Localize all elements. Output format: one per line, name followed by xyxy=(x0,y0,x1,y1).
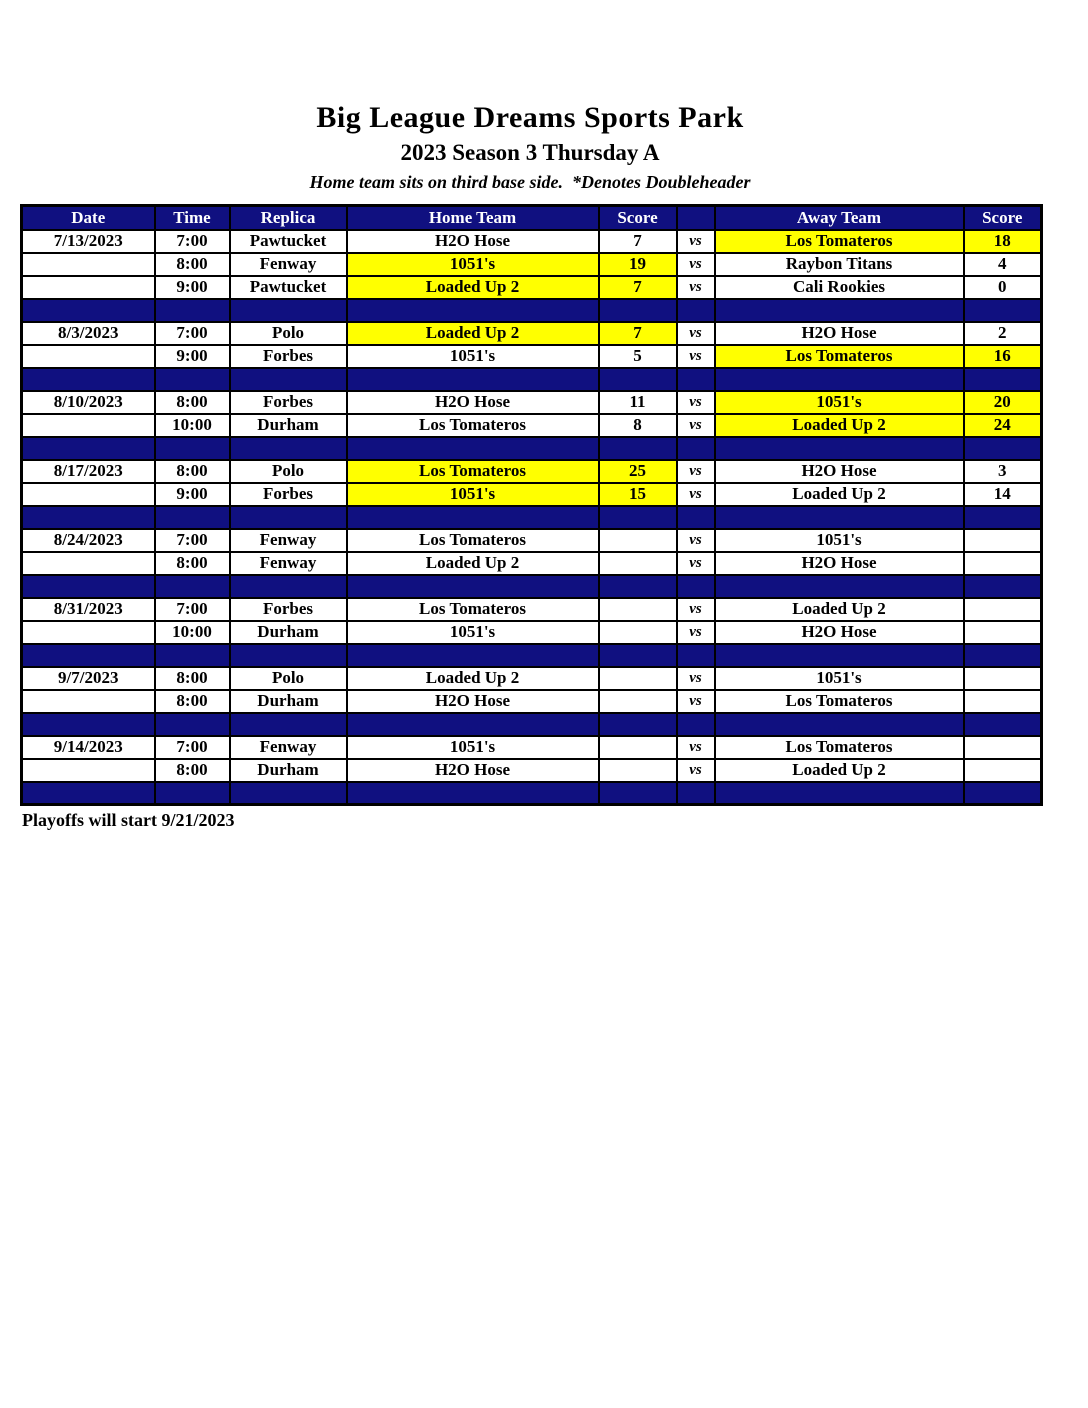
separator-cell xyxy=(599,368,677,391)
replica-cell: Polo xyxy=(230,667,347,690)
home-score-cell xyxy=(599,667,677,690)
game-row xyxy=(22,483,1042,506)
home-team-cell: Los Tomateros xyxy=(347,414,599,437)
separator-cell xyxy=(155,506,230,529)
column-header-replica: Replica xyxy=(230,206,347,230)
game-row xyxy=(22,598,1042,621)
home-score-cell xyxy=(599,529,677,552)
separator-cell xyxy=(599,713,677,736)
game-row xyxy=(22,736,1042,759)
away-score-cell xyxy=(964,690,1042,713)
separator-cell xyxy=(677,506,715,529)
away-team-cell: H2O Hose xyxy=(715,621,964,644)
home-team-cell: 1051's xyxy=(347,253,599,276)
date-cell: 8/31/2023 xyxy=(22,598,155,621)
column-header-away-score: Score xyxy=(964,206,1042,230)
date-cell: 8/17/2023 xyxy=(22,460,155,483)
time-cell: 9:00 xyxy=(155,345,230,368)
column-header-vs xyxy=(677,206,715,230)
time-cell: 7:00 xyxy=(155,736,230,759)
replica-cell: Forbes xyxy=(230,598,347,621)
time-cell: 7:00 xyxy=(155,529,230,552)
separator-cell xyxy=(599,782,677,805)
separator-cell xyxy=(964,713,1042,736)
home-score-cell: 19 xyxy=(599,253,677,276)
away-team-cell: Los Tomateros xyxy=(715,736,964,759)
separator-cell xyxy=(155,644,230,667)
separator-cell xyxy=(230,506,347,529)
separator-cell xyxy=(347,575,599,598)
home-score-cell xyxy=(599,598,677,621)
game-row xyxy=(22,460,1042,483)
separator-cell xyxy=(715,644,964,667)
replica-cell: Fenway xyxy=(230,736,347,759)
home-team-cell: H2O Hose xyxy=(347,759,599,782)
separator-cell xyxy=(22,368,155,391)
game-row xyxy=(22,414,1042,437)
away-score-cell: 3 xyxy=(964,460,1042,483)
home-team-cell: Los Tomateros xyxy=(347,460,599,483)
time-cell: 9:00 xyxy=(155,483,230,506)
separator-cell xyxy=(155,713,230,736)
game-row xyxy=(22,621,1042,644)
home-team-cell: Loaded Up 2 xyxy=(347,276,599,299)
column-header-home-score: Score xyxy=(599,206,677,230)
page-header xyxy=(20,0,1040,196)
away-team-cell: 1051's xyxy=(715,391,964,414)
separator-cell xyxy=(964,368,1042,391)
page-subtitle: 2023 Season 3 Thursday A xyxy=(400,140,660,165)
time-cell: 7:00 xyxy=(155,230,230,253)
separator-cell xyxy=(347,368,599,391)
replica-cell: Durham xyxy=(230,621,347,644)
date-cell: 7/13/2023 xyxy=(22,230,155,253)
separator-row xyxy=(22,368,1042,391)
vs-cell: vs xyxy=(677,253,715,276)
home-score-cell: 15 xyxy=(599,483,677,506)
separator-cell xyxy=(22,506,155,529)
date-cell xyxy=(22,253,155,276)
away-team-cell: Loaded Up 2 xyxy=(715,759,964,782)
home-team-cell: Los Tomateros xyxy=(347,529,599,552)
separator-cell xyxy=(964,575,1042,598)
game-row xyxy=(22,529,1042,552)
replica-cell: Polo xyxy=(230,322,347,345)
separator-cell xyxy=(599,299,677,322)
separator-cell xyxy=(677,575,715,598)
game-row xyxy=(22,667,1042,690)
game-row xyxy=(22,230,1042,253)
away-team-cell: H2O Hose xyxy=(715,460,964,483)
home-team-cell: 1051's xyxy=(347,345,599,368)
replica-cell: Forbes xyxy=(230,391,347,414)
home-team-cell: H2O Hose xyxy=(347,690,599,713)
away-team-cell: Raybon Titans xyxy=(715,253,964,276)
separator-row xyxy=(22,437,1042,460)
home-score-cell: 7 xyxy=(599,322,677,345)
separator-cell xyxy=(155,299,230,322)
separator-cell xyxy=(677,782,715,805)
separator-cell xyxy=(230,575,347,598)
schedule-table xyxy=(20,204,1043,806)
home-team-cell: Loaded Up 2 xyxy=(347,667,599,690)
home-team-cell: Los Tomateros xyxy=(347,598,599,621)
separator-cell xyxy=(677,437,715,460)
separator-cell xyxy=(22,437,155,460)
vs-cell: vs xyxy=(677,667,715,690)
separator-cell xyxy=(964,506,1042,529)
vs-cell: vs xyxy=(677,621,715,644)
vs-cell: vs xyxy=(677,276,715,299)
separator-cell xyxy=(22,713,155,736)
schedule-table-body xyxy=(22,230,1042,805)
page-title: Big League Dreams Sports Park xyxy=(316,101,744,134)
replica-cell: Fenway xyxy=(230,529,347,552)
column-header-away-team: Away Team xyxy=(715,206,964,230)
away-score-cell: 16 xyxy=(964,345,1042,368)
home-team-cell: H2O Hose xyxy=(347,391,599,414)
separator-row xyxy=(22,782,1042,805)
home-score-cell xyxy=(599,552,677,575)
vs-cell: vs xyxy=(677,690,715,713)
separator-cell xyxy=(22,299,155,322)
date-cell xyxy=(22,414,155,437)
away-score-cell: 18 xyxy=(964,230,1042,253)
time-cell: 9:00 xyxy=(155,276,230,299)
separator-cell xyxy=(715,506,964,529)
time-cell: 8:00 xyxy=(155,552,230,575)
separator-row xyxy=(22,713,1042,736)
away-score-cell xyxy=(964,552,1042,575)
vs-cell: vs xyxy=(677,322,715,345)
time-cell: 10:00 xyxy=(155,621,230,644)
separator-cell xyxy=(22,644,155,667)
vs-cell: vs xyxy=(677,598,715,621)
separator-cell xyxy=(347,299,599,322)
date-cell xyxy=(22,621,155,644)
separator-cell xyxy=(155,368,230,391)
vs-cell: vs xyxy=(677,230,715,253)
time-cell: 8:00 xyxy=(155,391,230,414)
away-team-cell: Los Tomateros xyxy=(715,690,964,713)
separator-cell xyxy=(677,713,715,736)
replica-cell: Durham xyxy=(230,759,347,782)
away-score-cell: 2 xyxy=(964,322,1042,345)
column-header-date: Date xyxy=(22,206,155,230)
playoffs-note: Playoffs will start 9/21/2023 xyxy=(22,810,235,830)
away-team-cell: 1051's xyxy=(715,529,964,552)
separator-cell xyxy=(599,644,677,667)
vs-cell: vs xyxy=(677,483,715,506)
away-score-cell: 0 xyxy=(964,276,1042,299)
separator-cell xyxy=(715,368,964,391)
time-cell: 7:00 xyxy=(155,598,230,621)
game-row xyxy=(22,322,1042,345)
game-row xyxy=(22,253,1042,276)
column-header-time: Time xyxy=(155,206,230,230)
separator-cell xyxy=(677,644,715,667)
game-row xyxy=(22,391,1042,414)
away-score-cell xyxy=(964,598,1042,621)
time-cell: 7:00 xyxy=(155,322,230,345)
separator-row xyxy=(22,299,1042,322)
date-cell xyxy=(22,759,155,782)
separator-cell xyxy=(599,506,677,529)
game-row xyxy=(22,552,1042,575)
home-score-cell: 8 xyxy=(599,414,677,437)
replica-cell: Pawtucket xyxy=(230,230,347,253)
away-score-cell xyxy=(964,667,1042,690)
vs-cell: vs xyxy=(677,345,715,368)
away-score-cell: 20 xyxy=(964,391,1042,414)
away-team-cell: H2O Hose xyxy=(715,552,964,575)
vs-cell: vs xyxy=(677,529,715,552)
game-row xyxy=(22,276,1042,299)
separator-cell xyxy=(347,437,599,460)
away-score-cell xyxy=(964,736,1042,759)
home-score-cell xyxy=(599,690,677,713)
separator-cell xyxy=(22,575,155,598)
separator-row xyxy=(22,575,1042,598)
replica-cell: Durham xyxy=(230,690,347,713)
separator-cell xyxy=(715,782,964,805)
separator-cell xyxy=(964,437,1042,460)
away-team-cell: Los Tomateros xyxy=(715,230,964,253)
separator-cell xyxy=(599,575,677,598)
separator-cell xyxy=(22,782,155,805)
home-team-cell: H2O Hose xyxy=(347,230,599,253)
separator-cell xyxy=(347,713,599,736)
home-score-cell xyxy=(599,759,677,782)
separator-row xyxy=(22,506,1042,529)
vs-cell: vs xyxy=(677,414,715,437)
away-team-cell: 1051's xyxy=(715,667,964,690)
vs-cell: vs xyxy=(677,391,715,414)
separator-cell xyxy=(347,782,599,805)
home-team-cell: 1051's xyxy=(347,621,599,644)
home-team-cell: Loaded Up 2 xyxy=(347,322,599,345)
separator-cell xyxy=(715,713,964,736)
vs-cell: vs xyxy=(677,552,715,575)
away-score-cell xyxy=(964,529,1042,552)
date-cell: 9/7/2023 xyxy=(22,667,155,690)
header-row xyxy=(22,206,1042,230)
separator-cell xyxy=(155,782,230,805)
away-team-cell: Los Tomateros xyxy=(715,345,964,368)
separator-cell xyxy=(964,299,1042,322)
separator-cell xyxy=(230,299,347,322)
away-team-cell: Loaded Up 2 xyxy=(715,414,964,437)
date-cell xyxy=(22,483,155,506)
time-cell: 8:00 xyxy=(155,253,230,276)
time-cell: 8:00 xyxy=(155,667,230,690)
away-score-cell: 14 xyxy=(964,483,1042,506)
separator-cell xyxy=(677,299,715,322)
separator-cell xyxy=(715,299,964,322)
home-score-cell xyxy=(599,621,677,644)
home-team-cell: 1051's xyxy=(347,736,599,759)
date-cell: 8/24/2023 xyxy=(22,529,155,552)
replica-cell: Forbes xyxy=(230,483,347,506)
separator-cell xyxy=(715,437,964,460)
date-cell: 9/14/2023 xyxy=(22,736,155,759)
separator-cell xyxy=(347,644,599,667)
away-score-cell: 4 xyxy=(964,253,1042,276)
vs-cell: vs xyxy=(677,759,715,782)
separator-cell xyxy=(155,575,230,598)
date-cell: 8/3/2023 xyxy=(22,322,155,345)
away-score-cell xyxy=(964,759,1042,782)
replica-cell: Fenway xyxy=(230,552,347,575)
home-score-cell: 5 xyxy=(599,345,677,368)
home-score-cell: 7 xyxy=(599,230,677,253)
home-team-note: Home team sits on third base side. *Denotes Doubleheader xyxy=(309,172,751,192)
separator-cell xyxy=(677,368,715,391)
separator-cell xyxy=(230,713,347,736)
game-row xyxy=(22,759,1042,782)
separator-cell xyxy=(230,644,347,667)
date-cell xyxy=(22,276,155,299)
away-team-cell: Loaded Up 2 xyxy=(715,598,964,621)
date-cell xyxy=(22,552,155,575)
replica-cell: Pawtucket xyxy=(230,276,347,299)
vs-cell: vs xyxy=(677,736,715,759)
away-team-cell: Loaded Up 2 xyxy=(715,483,964,506)
separator-cell xyxy=(599,437,677,460)
date-cell xyxy=(22,690,155,713)
vs-cell: vs xyxy=(677,460,715,483)
home-team-cell: Loaded Up 2 xyxy=(347,552,599,575)
separator-cell xyxy=(715,575,964,598)
time-cell: 8:00 xyxy=(155,690,230,713)
home-score-cell: 11 xyxy=(599,391,677,414)
separator-row xyxy=(22,644,1042,667)
column-header-home-team: Home Team xyxy=(347,206,599,230)
home-team-cell: 1051's xyxy=(347,483,599,506)
home-score-cell: 7 xyxy=(599,276,677,299)
time-cell: 10:00 xyxy=(155,414,230,437)
away-score-cell: 24 xyxy=(964,414,1042,437)
replica-cell: Durham xyxy=(230,414,347,437)
home-score-cell xyxy=(599,736,677,759)
away-score-cell xyxy=(964,621,1042,644)
away-team-cell: Cali Rookies xyxy=(715,276,964,299)
separator-cell xyxy=(230,437,347,460)
schedule-page xyxy=(20,0,1040,832)
date-cell: 8/10/2023 xyxy=(22,391,155,414)
replica-cell: Polo xyxy=(230,460,347,483)
away-team-cell: H2O Hose xyxy=(715,322,964,345)
separator-cell xyxy=(964,782,1042,805)
separator-cell xyxy=(230,368,347,391)
separator-cell xyxy=(155,437,230,460)
game-row xyxy=(22,345,1042,368)
separator-cell xyxy=(347,506,599,529)
replica-cell: Fenway xyxy=(230,253,347,276)
home-score-cell: 25 xyxy=(599,460,677,483)
separator-cell xyxy=(230,782,347,805)
replica-cell: Forbes xyxy=(230,345,347,368)
time-cell: 8:00 xyxy=(155,759,230,782)
time-cell: 8:00 xyxy=(155,460,230,483)
separator-cell xyxy=(964,644,1042,667)
date-cell xyxy=(22,345,155,368)
game-row xyxy=(22,690,1042,713)
